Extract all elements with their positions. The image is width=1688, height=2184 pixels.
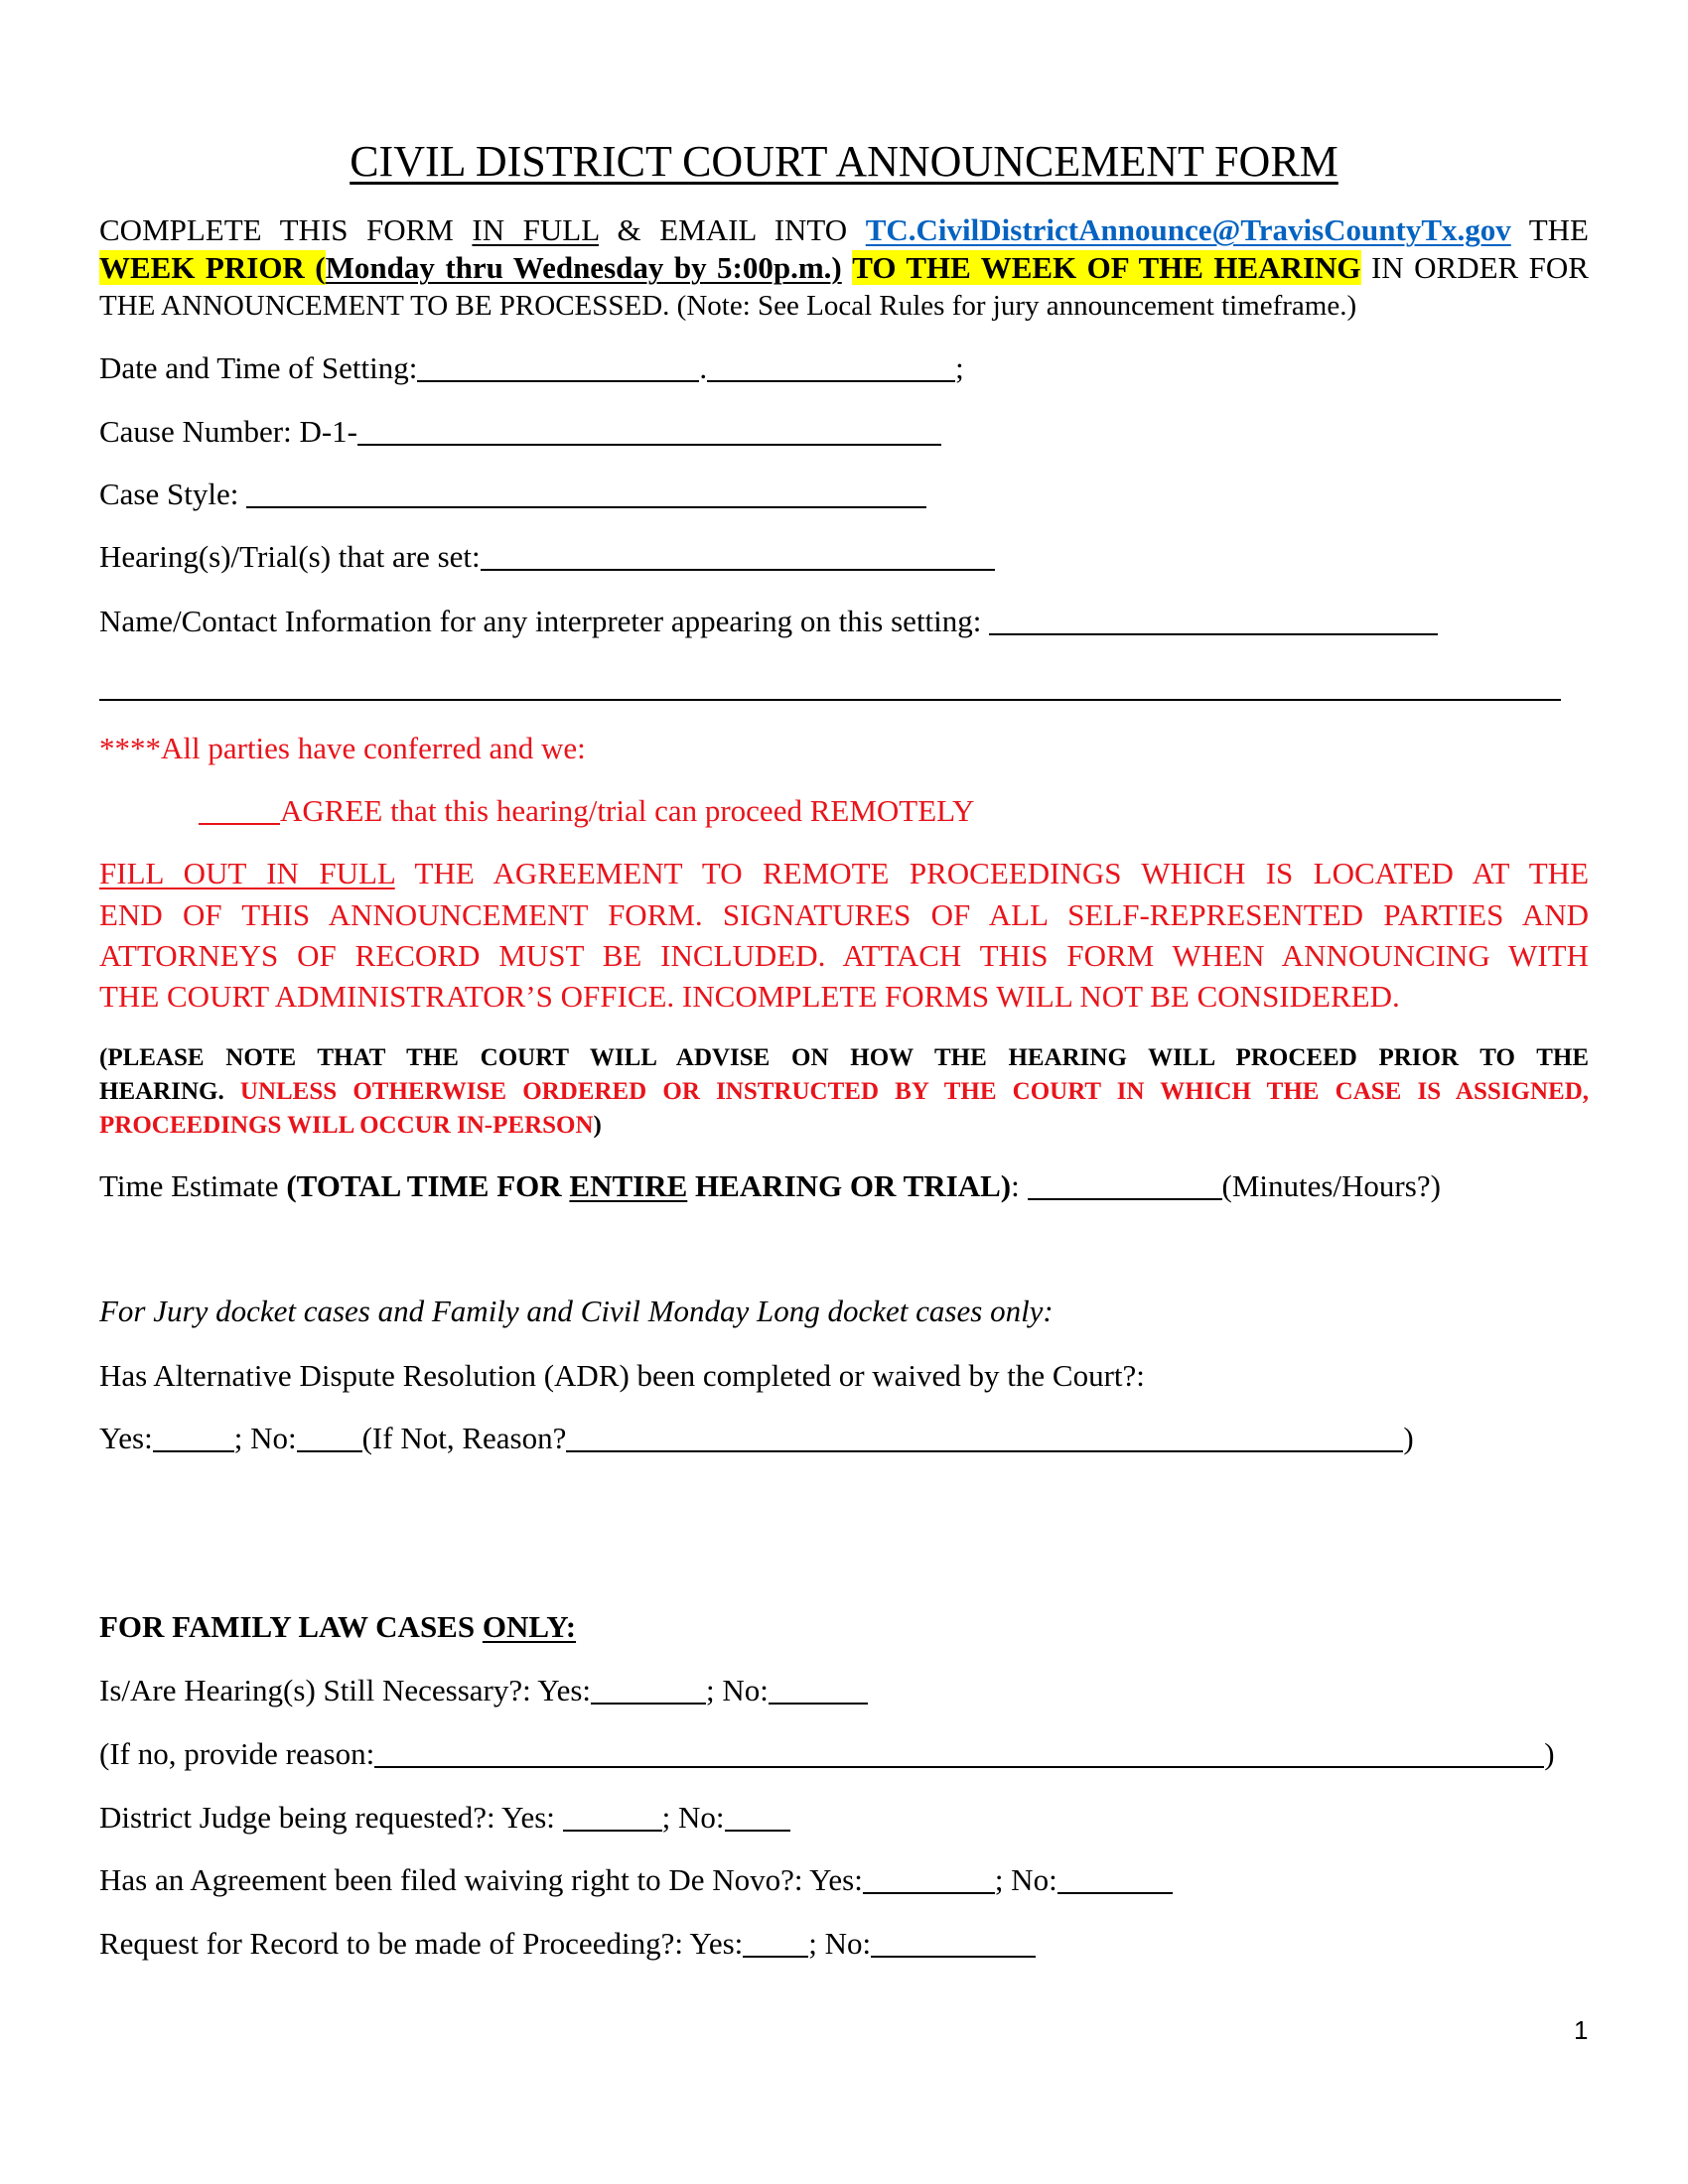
adr-yes-input[interactable] <box>153 1423 234 1452</box>
necessary-no-input[interactable] <box>769 1675 868 1705</box>
fill-out-in-full-emphasis: FILL OUT IN FULL <box>99 856 395 890</box>
agree-remote-option: AGREE that this hearing/trial can proceed REMOTELY <box>199 793 974 829</box>
time-input[interactable] <box>707 352 955 382</box>
interpreter-field: Name/Contact Information for any interpreter appearing on this setting: <box>99 604 1438 639</box>
intro-line-2: WEEK PRIOR (Monday thru Wednesday by 5:00p.m.) TO THE WEEK OF THE HEARING IN ORDER FOR <box>99 250 1589 285</box>
agree-remote-input[interactable] <box>199 795 280 825</box>
deadline-text: Monday thru Wednesday by 5:00p.m.) <box>325 250 842 285</box>
no-reason-input[interactable] <box>374 1738 1544 1768</box>
adr-question: Has Alternative Dispute Resolution (ADR) been completed or waived by the Court?: <box>99 1358 1145 1393</box>
no-reason-field: (If no, provide reason: ) <box>99 1736 1555 1771</box>
record-no-input[interactable] <box>871 1928 1036 1958</box>
hearing-necessary-field: Is/Are Hearing(s) Still Necessary?: Yes: ; No: <box>99 1673 868 1708</box>
form-title: CIVIL DISTRICT COURT ANNOUNCEMENT FORM <box>350 137 1338 186</box>
note-line-1: (PLEASE NOTE THAT THE COURT WILL ADVISE ON HOW THE HEARING WILL PROCEED PRIOR TO THE <box>99 1044 1589 1071</box>
family-section-heading: FOR FAMILY LAW CASES ONLY: <box>99 1609 577 1644</box>
adr-no-input[interactable] <box>297 1423 362 1452</box>
adr-reason-input[interactable] <box>566 1423 1403 1452</box>
time-estimate-field: Time Estimate (TOTAL TIME FOR ENTIRE HEARING OR TRIAL): (Minutes/Hours?) <box>99 1168 1441 1203</box>
judge-yes-input[interactable] <box>563 1802 662 1832</box>
fill-out-line-2: END OF THIS ANNOUNCEMENT FORM. SIGNATURES OF ALL SELF-REPRESENTED PARTIES AND <box>99 897 1589 932</box>
date-input[interactable] <box>417 352 699 382</box>
record-yes-input[interactable] <box>743 1928 808 1958</box>
time-estimate-input[interactable] <box>1028 1170 1222 1200</box>
note-line-2: HEARING. UNLESS OTHERWISE ORDERED OR INSTRUCTED BY THE COURT IN WHICH THE CASE IS ASSIGNED, <box>99 1078 1589 1105</box>
interpreter-continuation-line[interactable] <box>99 699 1561 701</box>
jury-section-heading: For Jury docket cases and Family and Civil Monday Long docket cases only: <box>99 1294 1054 1328</box>
interpreter-input[interactable] <box>989 606 1438 635</box>
fill-out-line-4: THE COURT ADMINISTRATOR’S OFFICE. INCOMPLETE FORMS WILL NOT BE CONSIDERED. <box>99 979 1400 1014</box>
denovo-no-input[interactable] <box>1057 1864 1173 1894</box>
adr-answer-field: Yes: ; No: (If Not, Reason? ) <box>99 1421 1414 1455</box>
conferred-statement: ****All parties have conferred and we: <box>99 731 586 765</box>
email-link[interactable]: TC.CivilDistrictAnnounce@TravisCountyTx.gov <box>865 212 1511 247</box>
hearings-input[interactable] <box>481 541 995 571</box>
intro-line-3: THE ANNOUNCEMENT TO BE PROCESSED. (Note: See Local Rules for jury announcement timeframe.) <box>99 290 1357 322</box>
in-full-emphasis: IN FULL <box>472 212 600 247</box>
date-time-field: Date and Time of Setting: . ; <box>99 350 964 385</box>
record-request-field: Request for Record to be made of Proceeding?: Yes: ; No: <box>99 1926 1036 1962</box>
note-line-3: PROCEEDINGS WILL OCCUR IN-PERSON) <box>99 1112 602 1139</box>
fill-out-line-1: FILL OUT IN FULL THE AGREEMENT TO REMOTE PROCEEDINGS WHICH IS LOCATED AT THE <box>99 856 1589 890</box>
district-judge-field: District Judge being requested?: Yes: ; No: <box>99 1800 790 1836</box>
denovo-yes-input[interactable] <box>863 1864 995 1894</box>
intro-line-1: COMPLETE THIS FORM IN FULL & EMAIL INTO TC.CivilDistrictAnnounce@TravisCountyTx.gov THE <box>99 212 1589 247</box>
case-style-input[interactable] <box>246 478 926 508</box>
cause-number-input[interactable] <box>357 416 941 446</box>
de-novo-field: Has an Agreement been filed waiving right to De Novo?: Yes: ; No: <box>99 1862 1173 1898</box>
week-prior-highlight: WEEK PRIOR ( <box>99 250 326 285</box>
hearings-field: Hearing(s)/Trial(s) that are set: <box>99 539 995 575</box>
week-of-hearing-highlight: TO THE WEEK OF THE HEARING <box>852 250 1361 285</box>
case-style-field: Case Style: <box>99 477 926 512</box>
judge-no-input[interactable] <box>725 1802 790 1832</box>
cause-number-field: Cause Number: D-1- <box>99 414 941 450</box>
page-number: 1 <box>1574 2015 1589 2045</box>
necessary-yes-input[interactable] <box>591 1675 706 1705</box>
fill-out-line-3: ATTORNEYS OF RECORD MUST BE INCLUDED. ATTACH THIS FORM WHEN ANNOUNCING WITH <box>99 938 1589 973</box>
